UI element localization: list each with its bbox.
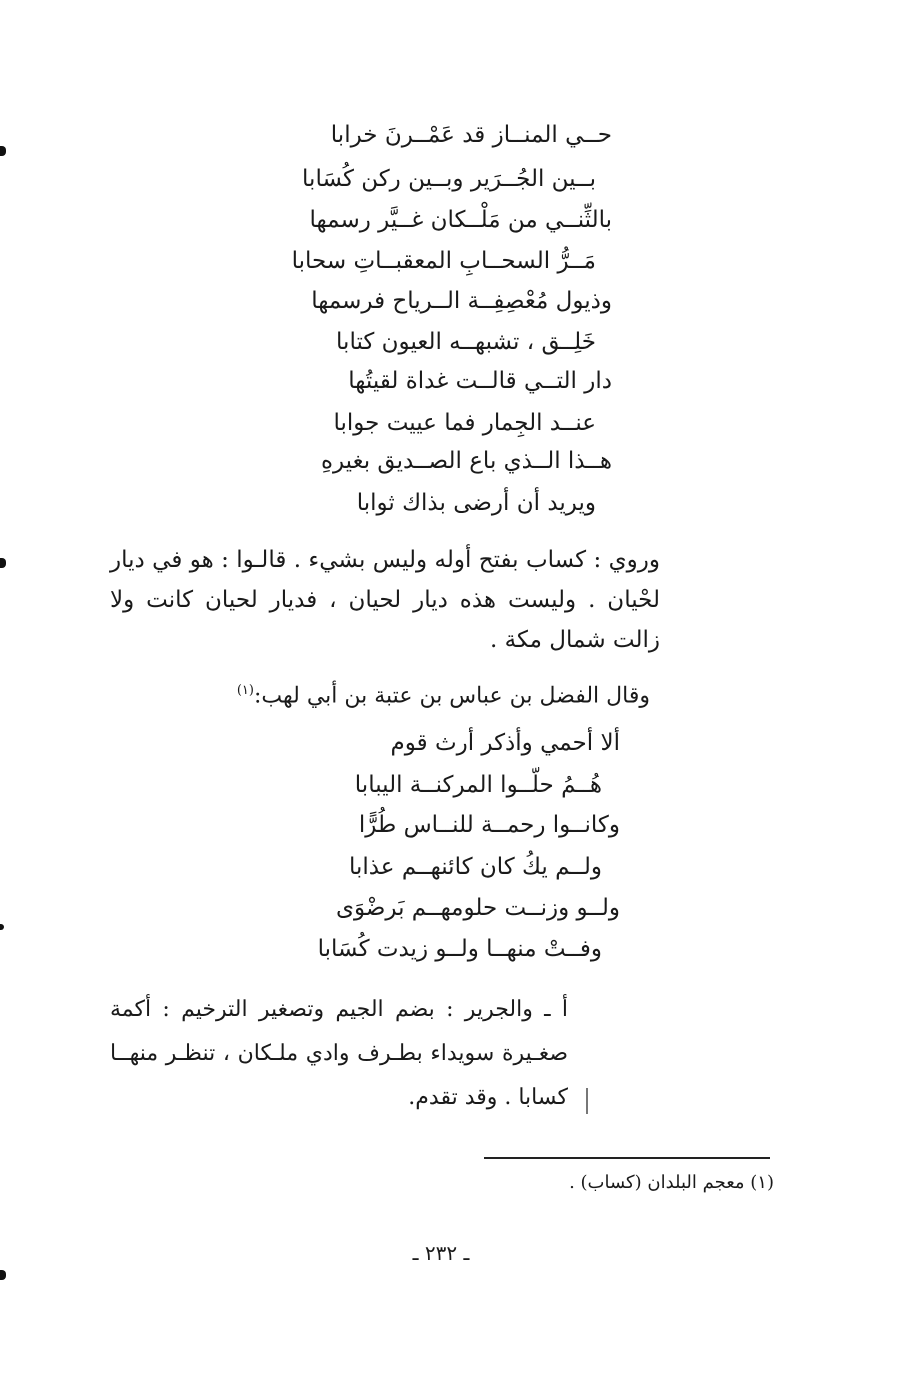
footnote: (١) معجم البلدان (كساب) .: [569, 1172, 774, 1193]
poem-line: دار التــي قالــت غداة لقيتُها: [348, 368, 612, 394]
note-separator: [586, 1088, 588, 1114]
poem-line: بــين الجُــرَير وبــين ركن كُسَابا: [302, 166, 596, 192]
poem-line: هــذا الــذي باع الصــديق بغيرهِ: [320, 448, 612, 474]
attribution-text: وقال الفضل بن عباس بن عتبة بن أبي لهب:: [253, 683, 650, 709]
footnote-marker: (١): [236, 683, 254, 698]
poem-line: مَــرُّ السحــابِ المعقبــاتِ سحابا: [291, 248, 596, 274]
poem-line: عنــد الجِمار فما عييت جوابا: [333, 410, 596, 436]
poem-line: هُــمُ حلّــوا المركنــة اليبابا: [354, 772, 602, 798]
prose-paragraph: وروي : كساب بفتح أوله وليس بشيء . قالـوا : هو في ديار لحْيان . وليست هذه ديار لحيان ، فديار لحيان كانت ولا زالت شمال مكة .: [110, 547, 660, 653]
scan-edge-mark: [0, 558, 6, 568]
poem-line: بالثِّنــي من مَلْــكان غــيَّر رسمها: [309, 207, 612, 233]
poem-line: وذيول مُعْصِفِــة الــرياح فرسمها: [311, 288, 612, 314]
poem-line: وكانــوا رحمــة للنــاس طُرًّا: [358, 812, 620, 838]
poem-line: ألا أحمي وأذكر أرث قوم: [390, 730, 620, 756]
footnote-rule: [484, 1157, 770, 1159]
poem-line: ولــو وزنــت حلومهــم بَرضْوَى: [335, 895, 620, 921]
poem-line: خَلِــق ، تشبهــه العيون كتابا: [336, 329, 596, 355]
poem-line: ويريد أن أرضى بذاك ثوابا: [356, 490, 596, 516]
page-number: ـ ٢٣٢ ـ: [412, 1241, 470, 1265]
scan-edge-mark: [0, 1270, 6, 1280]
scan-edge-mark: [0, 924, 4, 930]
marginal-note: أ ـ والجرير : بضم الجيم وتصغير الترخيم : أكمة صغـيرة سويداء بطـرف وادي ملـكان ، تنظـر منهــا كسابا . وقد تقدم.: [110, 997, 568, 1110]
scan-edge-mark: [0, 146, 6, 156]
poem-line: حــي المنــاز قد عَمْــرنَ خرابا: [330, 122, 612, 148]
poem-line: ولــم يكُ كان كائنهــم عذابا: [348, 854, 602, 880]
attribution-heading: [237, 676, 650, 711]
poem-line: وفــتْ منهــا ولــو زيدت كُسَابا: [317, 936, 602, 962]
